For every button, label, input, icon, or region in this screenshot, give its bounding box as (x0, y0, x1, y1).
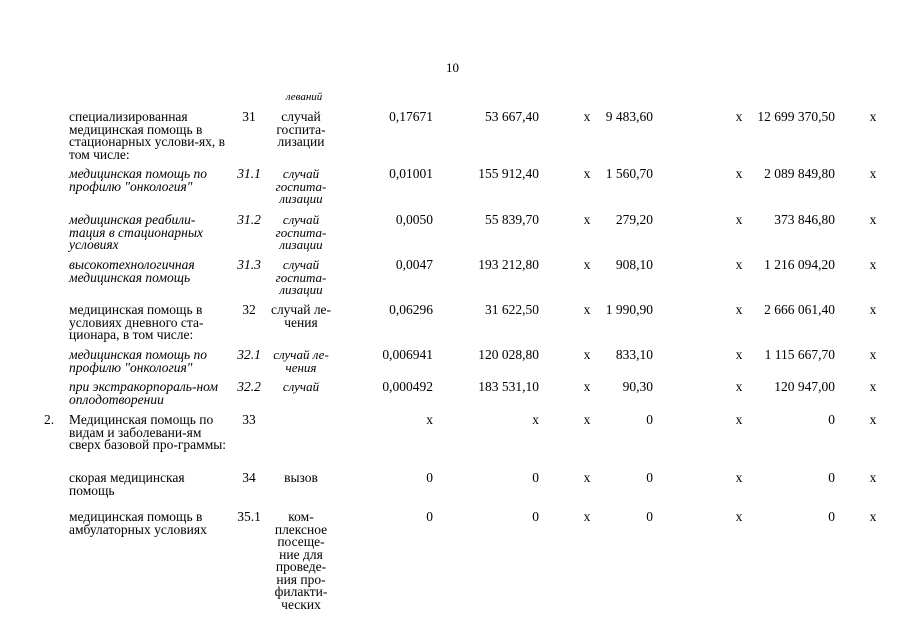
value-cell: х (735, 509, 743, 524)
value-cell: х (735, 379, 743, 394)
number-cell: 31 (242, 109, 256, 124)
value-cell: х (532, 412, 539, 427)
value-cell: 0 (828, 470, 835, 485)
value-cell: х (735, 470, 743, 485)
value-cell: 833,10 (615, 347, 653, 362)
value-cell: 2 666 061,40 (764, 302, 835, 317)
value-cell: 0 (646, 509, 653, 524)
number-cell: 32 (242, 302, 256, 317)
value-cell: 0 (532, 470, 539, 485)
unit-cell: случай ле-чения (273, 347, 329, 375)
value-cell: х (869, 379, 877, 394)
value-cell: 183 531,10 (478, 379, 539, 394)
value-cell: 0 (426, 509, 433, 524)
value-cell: 0 (426, 470, 433, 485)
value-cell: х (869, 470, 877, 485)
value-cell: х (583, 347, 591, 362)
number-cell: 33 (242, 412, 256, 427)
value-cell: 0,01001 (389, 166, 433, 181)
value-cell: 908,10 (615, 257, 653, 272)
value-cell: 31 622,50 (485, 302, 539, 317)
value-cell: х (869, 412, 877, 427)
number-cell: 31.3 (237, 257, 261, 272)
value-cell: 155 912,40 (478, 166, 539, 181)
name-cell: высокотехнологичная медицинская помощь (69, 257, 195, 285)
value-cell: х (735, 347, 743, 362)
value-cell: х (869, 347, 877, 362)
unit-cell: случай ле-чения (270, 302, 332, 330)
number-cell: 31.1 (237, 166, 261, 181)
unit-cell: случай госпита-лизации (275, 257, 327, 297)
value-cell: 193 212,80 (478, 257, 539, 272)
value-cell: х (735, 412, 743, 427)
value-cell: х (583, 109, 591, 124)
name-cell: скорая медицинская помощь (69, 470, 185, 498)
value-cell: х (583, 509, 591, 524)
value-cell: 0 (646, 470, 653, 485)
unit-fragment: леваний (285, 91, 323, 103)
value-cell: х (869, 166, 877, 181)
value-cell: 0 (828, 412, 835, 427)
value-cell: х (869, 109, 877, 124)
name-cell: медицинская помощь в условиях дневного ста-ционара, в том числе: (69, 302, 204, 342)
name-cell: медицинская помощь по профилю "онкология" (69, 347, 207, 375)
name-cell: медицинская помощь в амбулаторных условиях (69, 509, 207, 537)
value-cell: 0 (646, 412, 653, 427)
value-cell: 1 216 094,20 (764, 257, 835, 272)
value-cell: 90,30 (622, 379, 653, 394)
value-cell: 373 846,80 (774, 212, 835, 227)
value-cell: х (583, 470, 591, 485)
value-cell: х (583, 166, 591, 181)
number-cell: 35.1 (237, 509, 261, 524)
unit-cell: случай госпита-лизации (276, 109, 326, 149)
number-cell: 31.2 (237, 212, 261, 227)
section-cell: 2. (44, 412, 55, 427)
value-cell: 55 839,70 (485, 212, 539, 227)
value-cell: 120 947,00 (774, 379, 835, 394)
value-cell: х (735, 302, 743, 317)
value-cell: х (869, 212, 877, 227)
value-cell: х (583, 212, 591, 227)
value-cell: 9 483,60 (605, 109, 653, 124)
value-cell: 120 028,80 (478, 347, 539, 362)
value-cell: 279,20 (615, 212, 653, 227)
value-cell: 0,06296 (389, 302, 433, 317)
name-cell: Медицинская помощь по видам и заболевани-ям сверх базовой про-граммы: (69, 412, 227, 452)
value-cell: х (869, 509, 877, 524)
value-cell: 0 (532, 509, 539, 524)
name-cell: специализированная медицинская помощь в стационарных услови-ях, в том числе: (69, 109, 226, 162)
name-cell: медицинская помощь по профилю "онкология" (69, 166, 207, 194)
value-cell: 1 560,70 (605, 166, 653, 181)
value-cell: 1 115 667,70 (764, 347, 835, 362)
value-cell: х (583, 379, 591, 394)
value-cell: х (869, 302, 877, 317)
value-cell: х (869, 257, 877, 272)
page-number: 10 (446, 60, 459, 75)
name-cell: медицинская реабили-тация в стационарных условиях (69, 212, 203, 252)
value-cell: 0,000492 (382, 379, 433, 394)
name-cell: при экстракорпораль-ном оплодотворении (69, 379, 218, 407)
value-cell: х (426, 412, 433, 427)
value-cell: х (735, 212, 743, 227)
value-cell: 0,0047 (395, 257, 433, 272)
unit-cell: случай (282, 379, 320, 394)
value-cell: 0 (828, 509, 835, 524)
unit-cell: случай госпита-лизации (275, 166, 327, 206)
value-cell: х (583, 257, 591, 272)
value-cell: х (735, 257, 743, 272)
value-cell: 0,0050 (395, 212, 433, 227)
value-cell: 0,006941 (382, 347, 433, 362)
value-cell: х (735, 109, 743, 124)
unit-cell: ком-плексное посеще-ние для проведе-ния про-филакти-ческих (274, 509, 328, 612)
number-cell: 32.2 (237, 379, 261, 394)
value-cell: х (735, 166, 743, 181)
value-cell: х (583, 412, 591, 427)
value-cell: 2 089 849,80 (764, 166, 835, 181)
unit-cell: вызов (284, 470, 318, 485)
unit-cell: случай госпита-лизации (275, 212, 327, 252)
value-cell: 53 667,40 (485, 109, 539, 124)
value-cell: 12 699 370,50 (757, 109, 835, 124)
number-cell: 34 (242, 470, 256, 485)
value-cell: 0,17671 (389, 109, 433, 124)
value-cell: х (583, 302, 591, 317)
value-cell: 1 990,90 (605, 302, 653, 317)
number-cell: 32.1 (237, 347, 261, 362)
